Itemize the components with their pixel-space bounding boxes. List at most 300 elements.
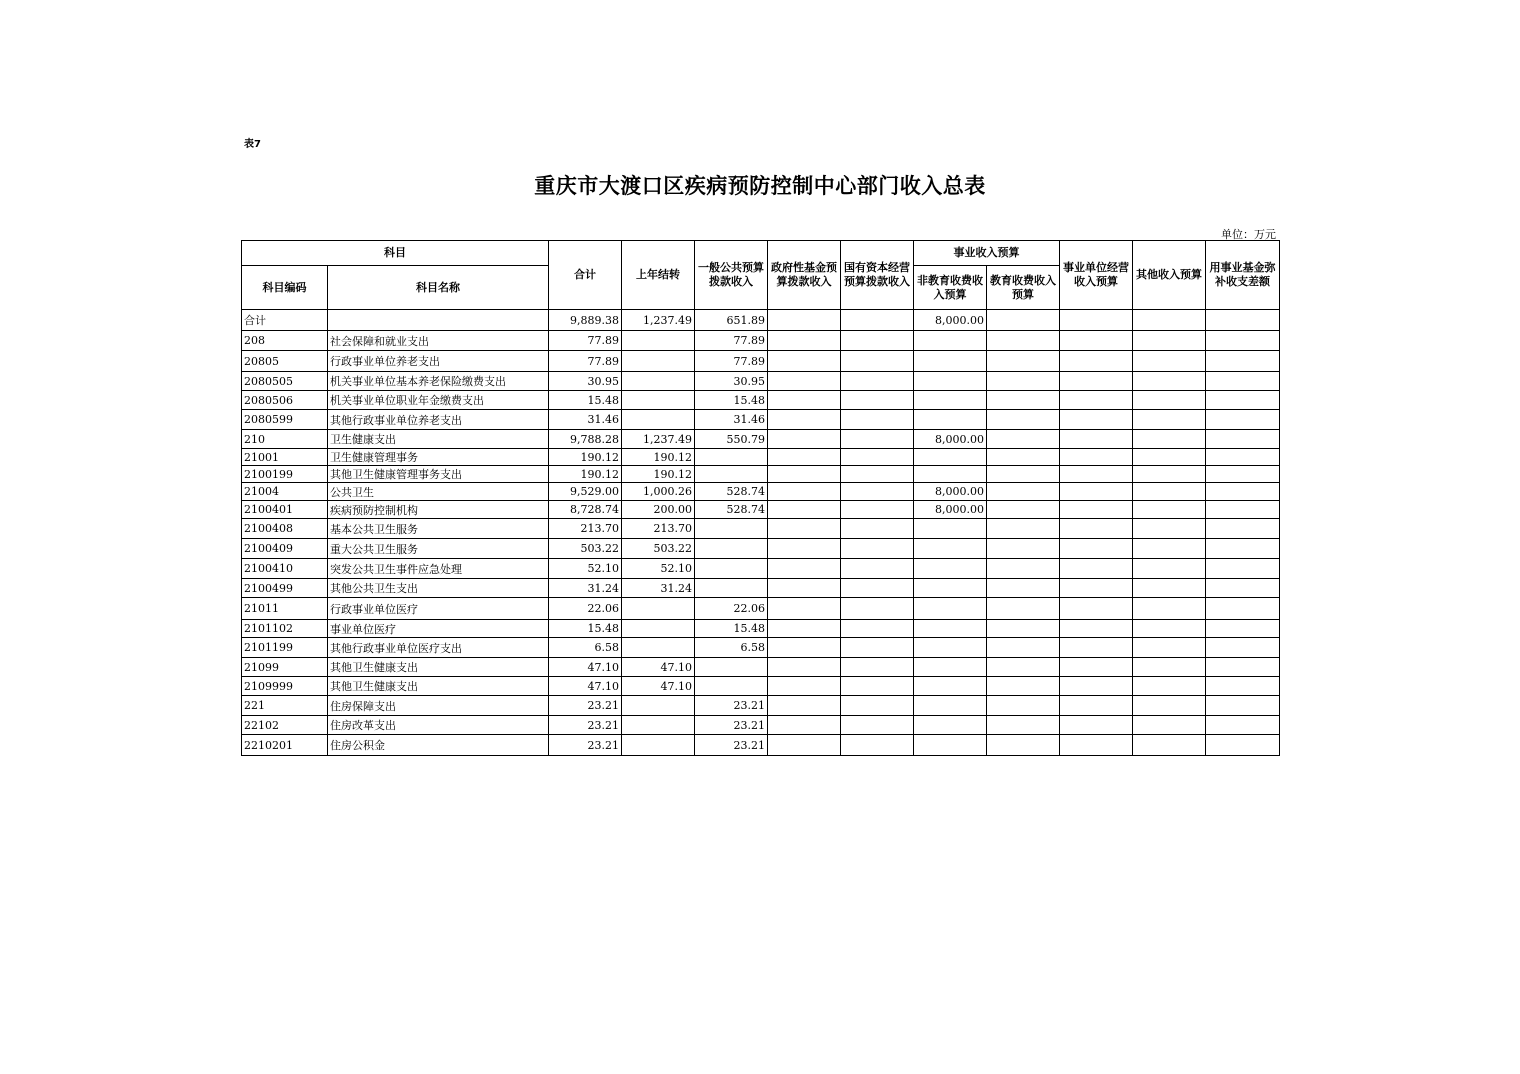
- cell-fund-offset: [1206, 331, 1280, 351]
- cell-other-income: [1133, 466, 1206, 483]
- cell-fund-offset: [1206, 430, 1280, 449]
- cell-state-asset: [841, 539, 914, 559]
- cell-operating-income: [1060, 501, 1133, 519]
- cell-state-asset: [841, 620, 914, 638]
- cell-gov-fund: [768, 331, 841, 351]
- cell-general-budget: 651.89: [695, 310, 768, 331]
- cell-total: 15.48: [549, 620, 622, 638]
- cell-state-asset: [841, 519, 914, 539]
- cell-gov-fund: [768, 430, 841, 449]
- cell-code: 21099: [242, 658, 328, 677]
- cell-gov-fund: [768, 677, 841, 696]
- cell-general-budget: [695, 579, 768, 598]
- cell-non-education-fee: [914, 716, 987, 735]
- cell-state-asset: [841, 483, 914, 501]
- cell-name: 行政事业单位养老支出: [328, 351, 549, 372]
- cell-other-income: [1133, 579, 1206, 598]
- cell-other-income: [1133, 677, 1206, 696]
- cell-carryover: [622, 696, 695, 716]
- cell-carryover: [622, 410, 695, 430]
- table-row: [242, 735, 1280, 756]
- table-row: [242, 391, 1280, 410]
- cell-education-fee: [987, 519, 1060, 539]
- cell-general-budget: [695, 559, 768, 579]
- cell-operating-income: [1060, 351, 1133, 372]
- cell-carryover: 47.10: [622, 658, 695, 677]
- cell-education-fee: [987, 559, 1060, 579]
- cell-total: 9,889.38: [549, 310, 622, 331]
- cell-operating-income: [1060, 310, 1133, 331]
- cell-non-education-fee: [914, 677, 987, 696]
- cell-non-education-fee: [914, 638, 987, 658]
- cell-non-education-fee: [914, 658, 987, 677]
- cell-education-fee: [987, 677, 1060, 696]
- cell-fund-offset: [1206, 519, 1280, 539]
- cell-name: 住房改革支出: [328, 716, 549, 735]
- cell-other-income: [1133, 598, 1206, 620]
- cell-education-fee: [987, 449, 1060, 466]
- cell-carryover: 52.10: [622, 559, 695, 579]
- cell-carryover: [622, 391, 695, 410]
- cell-non-education-fee: 8,000.00: [914, 430, 987, 449]
- cell-total: 213.70: [549, 519, 622, 539]
- cell-name: 突发公共卫生事件应急处理: [328, 559, 549, 579]
- table-row: [242, 519, 1280, 539]
- header-state-asset: 国有资本经营预算拨款收入: [841, 241, 914, 310]
- header-other-income: 其他收入预算: [1133, 241, 1206, 310]
- cell-name: 其他公共卫生支出: [328, 579, 549, 598]
- cell-state-asset: [841, 310, 914, 331]
- cell-non-education-fee: [914, 331, 987, 351]
- cell-general-budget: [695, 519, 768, 539]
- cell-code: 2100499: [242, 579, 328, 598]
- cell-education-fee: [987, 501, 1060, 519]
- cell-other-income: [1133, 410, 1206, 430]
- cell-state-asset: [841, 501, 914, 519]
- table-row: [242, 598, 1280, 620]
- cell-state-asset: [841, 391, 914, 410]
- cell-general-budget: [695, 677, 768, 696]
- cell-carryover: [622, 716, 695, 735]
- cell-other-income: [1133, 539, 1206, 559]
- cell-state-asset: [841, 579, 914, 598]
- cell-total: 23.21: [549, 735, 622, 756]
- cell-non-education-fee: [914, 449, 987, 466]
- header-total: 合计: [549, 241, 622, 310]
- cell-gov-fund: [768, 696, 841, 716]
- cell-operating-income: [1060, 391, 1133, 410]
- cell-code: 21001: [242, 449, 328, 466]
- table-row: [242, 696, 1280, 716]
- cell-operating-income: [1060, 658, 1133, 677]
- cell-general-budget: 77.89: [695, 331, 768, 351]
- cell-state-asset: [841, 466, 914, 483]
- cell-non-education-fee: [914, 466, 987, 483]
- table-number: 表7: [244, 139, 261, 150]
- cell-other-income: [1133, 519, 1206, 539]
- cell-state-asset: [841, 638, 914, 658]
- cell-carryover: [622, 638, 695, 658]
- cell-gov-fund: [768, 620, 841, 638]
- cell-non-education-fee: [914, 539, 987, 559]
- cell-education-fee: [987, 466, 1060, 483]
- cell-code: 208: [242, 331, 328, 351]
- cell-name: 卫生健康支出: [328, 430, 549, 449]
- cell-general-budget: 6.58: [695, 638, 768, 658]
- header-general-budget: 一般公共预算拨款收入: [695, 241, 768, 310]
- cell-operating-income: [1060, 519, 1133, 539]
- cell-total: 31.46: [549, 410, 622, 430]
- cell-general-budget: 15.48: [695, 620, 768, 638]
- cell-non-education-fee: [914, 391, 987, 410]
- cell-state-asset: [841, 735, 914, 756]
- table-row: [242, 351, 1280, 372]
- cell-education-fee: [987, 658, 1060, 677]
- cell-education-fee: [987, 410, 1060, 430]
- cell-fund-offset: [1206, 658, 1280, 677]
- cell-code: 2100409: [242, 539, 328, 559]
- cell-name: 住房保障支出: [328, 696, 549, 716]
- cell-general-budget: 23.21: [695, 696, 768, 716]
- cell-fund-offset: [1206, 559, 1280, 579]
- header-subject: 科目: [242, 241, 549, 266]
- cell-state-asset: [841, 372, 914, 391]
- cell-code: 2101102: [242, 620, 328, 638]
- cell-other-income: [1133, 372, 1206, 391]
- cell-general-budget: 528.74: [695, 483, 768, 501]
- table-row: [242, 559, 1280, 579]
- cell-general-budget: 30.95: [695, 372, 768, 391]
- cell-fund-offset: [1206, 391, 1280, 410]
- cell-gov-fund: [768, 658, 841, 677]
- table-row: [242, 466, 1280, 483]
- cell-education-fee: [987, 310, 1060, 331]
- cell-other-income: [1133, 696, 1206, 716]
- cell-carryover: 1,000.26: [622, 483, 695, 501]
- cell-education-fee: [987, 430, 1060, 449]
- revenue-table: [241, 240, 1280, 756]
- cell-code: 2080599: [242, 410, 328, 430]
- table-row: [242, 638, 1280, 658]
- cell-code: 合计: [242, 310, 328, 331]
- cell-education-fee: [987, 331, 1060, 351]
- cell-general-budget: 23.21: [695, 735, 768, 756]
- cell-state-asset: [841, 658, 914, 677]
- table-row: [242, 716, 1280, 735]
- cell-fund-offset: [1206, 579, 1280, 598]
- cell-carryover: [622, 735, 695, 756]
- cell-general-budget: 550.79: [695, 430, 768, 449]
- cell-operating-income: [1060, 539, 1133, 559]
- cell-general-budget: 77.89: [695, 351, 768, 372]
- cell-gov-fund: [768, 559, 841, 579]
- cell-name: 机关事业单位职业年金缴费支出: [328, 391, 549, 410]
- cell-other-income: [1133, 331, 1206, 351]
- cell-education-fee: [987, 483, 1060, 501]
- header-name: 科目名称: [328, 266, 549, 310]
- cell-gov-fund: [768, 735, 841, 756]
- cell-education-fee: [987, 638, 1060, 658]
- cell-total: 6.58: [549, 638, 622, 658]
- cell-fund-offset: [1206, 466, 1280, 483]
- cell-name: 疾病预防控制机构: [328, 501, 549, 519]
- cell-code: 2109999: [242, 677, 328, 696]
- cell-code: 210: [242, 430, 328, 449]
- cell-fund-offset: [1206, 483, 1280, 501]
- cell-carryover: 1,237.49: [622, 310, 695, 331]
- cell-carryover: 200.00: [622, 501, 695, 519]
- cell-general-budget: [695, 466, 768, 483]
- cell-general-budget: 15.48: [695, 391, 768, 410]
- cell-code: 221: [242, 696, 328, 716]
- table-row: [242, 430, 1280, 449]
- cell-other-income: [1133, 735, 1206, 756]
- cell-non-education-fee: 8,000.00: [914, 483, 987, 501]
- cell-carryover: 1,237.49: [622, 430, 695, 449]
- cell-non-education-fee: [914, 620, 987, 638]
- cell-code: 2210201: [242, 735, 328, 756]
- cell-fund-offset: [1206, 735, 1280, 756]
- cell-total: 47.10: [549, 658, 622, 677]
- page-title: 重庆市大渡口区疾病预防控制中心部门收入总表: [534, 173, 986, 198]
- cell-gov-fund: [768, 716, 841, 735]
- cell-name: 卫生健康管理事务: [328, 449, 549, 466]
- cell-carryover: 190.12: [622, 449, 695, 466]
- cell-total: 8,728.74: [549, 501, 622, 519]
- cell-state-asset: [841, 716, 914, 735]
- cell-other-income: [1133, 449, 1206, 466]
- cell-state-asset: [841, 331, 914, 351]
- cell-state-asset: [841, 410, 914, 430]
- cell-other-income: [1133, 658, 1206, 677]
- cell-gov-fund: [768, 466, 841, 483]
- cell-fund-offset: [1206, 677, 1280, 696]
- cell-other-income: [1133, 559, 1206, 579]
- cell-non-education-fee: 8,000.00: [914, 501, 987, 519]
- cell-total: 503.22: [549, 539, 622, 559]
- cell-state-asset: [841, 430, 914, 449]
- cell-total: 30.95: [549, 372, 622, 391]
- cell-gov-fund: [768, 598, 841, 620]
- table-row: [242, 501, 1280, 519]
- cell-general-budget: 31.46: [695, 410, 768, 430]
- cell-non-education-fee: [914, 519, 987, 539]
- table-row: [242, 410, 1280, 430]
- cell-gov-fund: [768, 391, 841, 410]
- cell-name: 机关事业单位基本养老保险缴费支出: [328, 372, 549, 391]
- cell-education-fee: [987, 598, 1060, 620]
- cell-state-asset: [841, 696, 914, 716]
- cell-operating-income: [1060, 696, 1133, 716]
- header-gov-fund: 政府性基金预算拨款收入: [768, 241, 841, 310]
- cell-education-fee: [987, 579, 1060, 598]
- cell-operating-income: [1060, 735, 1133, 756]
- cell-general-budget: 23.21: [695, 716, 768, 735]
- cell-total: 15.48: [549, 391, 622, 410]
- cell-total: 9,529.00: [549, 483, 622, 501]
- cell-non-education-fee: [914, 559, 987, 579]
- cell-other-income: [1133, 716, 1206, 735]
- cell-name: 其他行政事业单位医疗支出: [328, 638, 549, 658]
- cell-name: 事业单位医疗: [328, 620, 549, 638]
- cell-gov-fund: [768, 501, 841, 519]
- cell-fund-offset: [1206, 410, 1280, 430]
- cell-code: 2080506: [242, 391, 328, 410]
- cell-code: 2100408: [242, 519, 328, 539]
- cell-non-education-fee: [914, 598, 987, 620]
- cell-education-fee: [987, 372, 1060, 391]
- cell-name: 住房公积金: [328, 735, 549, 756]
- cell-operating-income: [1060, 410, 1133, 430]
- cell-name: 行政事业单位医疗: [328, 598, 549, 620]
- cell-code: 2100401: [242, 501, 328, 519]
- cell-non-education-fee: 8,000.00: [914, 310, 987, 331]
- cell-non-education-fee: [914, 735, 987, 756]
- cell-other-income: [1133, 501, 1206, 519]
- cell-total: 77.89: [549, 331, 622, 351]
- cell-fund-offset: [1206, 620, 1280, 638]
- cell-fund-offset: [1206, 598, 1280, 620]
- cell-total: 9,788.28: [549, 430, 622, 449]
- cell-operating-income: [1060, 677, 1133, 696]
- cell-name: 重大公共卫生服务: [328, 539, 549, 559]
- cell-gov-fund: [768, 483, 841, 501]
- cell-education-fee: [987, 351, 1060, 372]
- cell-name: 其他卫生健康管理事务支出: [328, 466, 549, 483]
- cell-education-fee: [987, 696, 1060, 716]
- cell-total: 47.10: [549, 677, 622, 696]
- cell-carryover: 190.12: [622, 466, 695, 483]
- cell-gov-fund: [768, 351, 841, 372]
- cell-gov-fund: [768, 579, 841, 598]
- cell-fund-offset: [1206, 696, 1280, 716]
- cell-state-asset: [841, 598, 914, 620]
- cell-non-education-fee: [914, 410, 987, 430]
- cell-code: 21004: [242, 483, 328, 501]
- cell-code: 2101199: [242, 638, 328, 658]
- cell-operating-income: [1060, 579, 1133, 598]
- table-row: [242, 483, 1280, 501]
- cell-code: 22102: [242, 716, 328, 735]
- cell-operating-income: [1060, 466, 1133, 483]
- cell-carryover: [622, 372, 695, 391]
- cell-total: 31.24: [549, 579, 622, 598]
- cell-other-income: [1133, 430, 1206, 449]
- cell-fund-offset: [1206, 449, 1280, 466]
- cell-carryover: 213.70: [622, 519, 695, 539]
- cell-non-education-fee: [914, 579, 987, 598]
- cell-carryover: [622, 331, 695, 351]
- cell-code: 2080505: [242, 372, 328, 391]
- table-body: [242, 310, 1280, 756]
- cell-fund-offset: [1206, 310, 1280, 331]
- cell-non-education-fee: [914, 372, 987, 391]
- cell-operating-income: [1060, 331, 1133, 351]
- cell-total: 190.12: [549, 449, 622, 466]
- cell-general-budget: [695, 539, 768, 559]
- table-row: [242, 449, 1280, 466]
- table-row: [242, 331, 1280, 351]
- cell-name: 其他行政事业单位养老支出: [328, 410, 549, 430]
- cell-other-income: [1133, 620, 1206, 638]
- cell-gov-fund: [768, 449, 841, 466]
- cell-fund-offset: [1206, 539, 1280, 559]
- cell-carryover: 31.24: [622, 579, 695, 598]
- cell-name: 其他卫生健康支出: [328, 677, 549, 696]
- header-business-income: 事业收入预算: [914, 241, 1060, 266]
- cell-education-fee: [987, 716, 1060, 735]
- cell-non-education-fee: [914, 696, 987, 716]
- cell-operating-income: [1060, 430, 1133, 449]
- cell-carryover: [622, 620, 695, 638]
- cell-total: 190.12: [549, 466, 622, 483]
- cell-education-fee: [987, 735, 1060, 756]
- cell-state-asset: [841, 677, 914, 696]
- cell-total: 23.21: [549, 716, 622, 735]
- cell-general-budget: [695, 449, 768, 466]
- cell-fund-offset: [1206, 501, 1280, 519]
- cell-name: 社会保障和就业支出: [328, 331, 549, 351]
- cell-gov-fund: [768, 410, 841, 430]
- cell-other-income: [1133, 638, 1206, 658]
- cell-fund-offset: [1206, 716, 1280, 735]
- cell-total: 22.06: [549, 598, 622, 620]
- cell-operating-income: [1060, 372, 1133, 391]
- cell-gov-fund: [768, 638, 841, 658]
- cell-total: 23.21: [549, 696, 622, 716]
- cell-state-asset: [841, 449, 914, 466]
- cell-carryover: [622, 351, 695, 372]
- header-fund-offset: 用事业基金弥补收支差额: [1206, 241, 1280, 310]
- cell-code: 21011: [242, 598, 328, 620]
- cell-general-budget: [695, 658, 768, 677]
- table-row: [242, 658, 1280, 677]
- cell-name: 其他卫生健康支出: [328, 658, 549, 677]
- cell-general-budget: 22.06: [695, 598, 768, 620]
- table-row: [242, 539, 1280, 559]
- header-carryover: 上年结转: [622, 241, 695, 310]
- cell-other-income: [1133, 483, 1206, 501]
- cell-operating-income: [1060, 483, 1133, 501]
- cell-code: 2100199: [242, 466, 328, 483]
- cell-name: [328, 310, 549, 331]
- cell-state-asset: [841, 351, 914, 372]
- cell-state-asset: [841, 559, 914, 579]
- cell-general-budget: 528.74: [695, 501, 768, 519]
- cell-operating-income: [1060, 598, 1133, 620]
- cell-gov-fund: [768, 519, 841, 539]
- cell-carryover: 503.22: [622, 539, 695, 559]
- table-row: [242, 677, 1280, 696]
- cell-gov-fund: [768, 310, 841, 331]
- cell-code: 2100410: [242, 559, 328, 579]
- cell-education-fee: [987, 539, 1060, 559]
- table-row: [242, 579, 1280, 598]
- cell-other-income: [1133, 391, 1206, 410]
- cell-fund-offset: [1206, 638, 1280, 658]
- unit-label: 单位：万元: [1221, 228, 1276, 241]
- table-row: [242, 372, 1280, 391]
- cell-name: 基本公共卫生服务: [328, 519, 549, 539]
- cell-non-education-fee: [914, 351, 987, 372]
- table-row: [242, 620, 1280, 638]
- cell-operating-income: [1060, 559, 1133, 579]
- cell-fund-offset: [1206, 372, 1280, 391]
- cell-name: 公共卫生: [328, 483, 549, 501]
- table-row: [242, 310, 1280, 331]
- cell-total: 52.10: [549, 559, 622, 579]
- cell-operating-income: [1060, 638, 1133, 658]
